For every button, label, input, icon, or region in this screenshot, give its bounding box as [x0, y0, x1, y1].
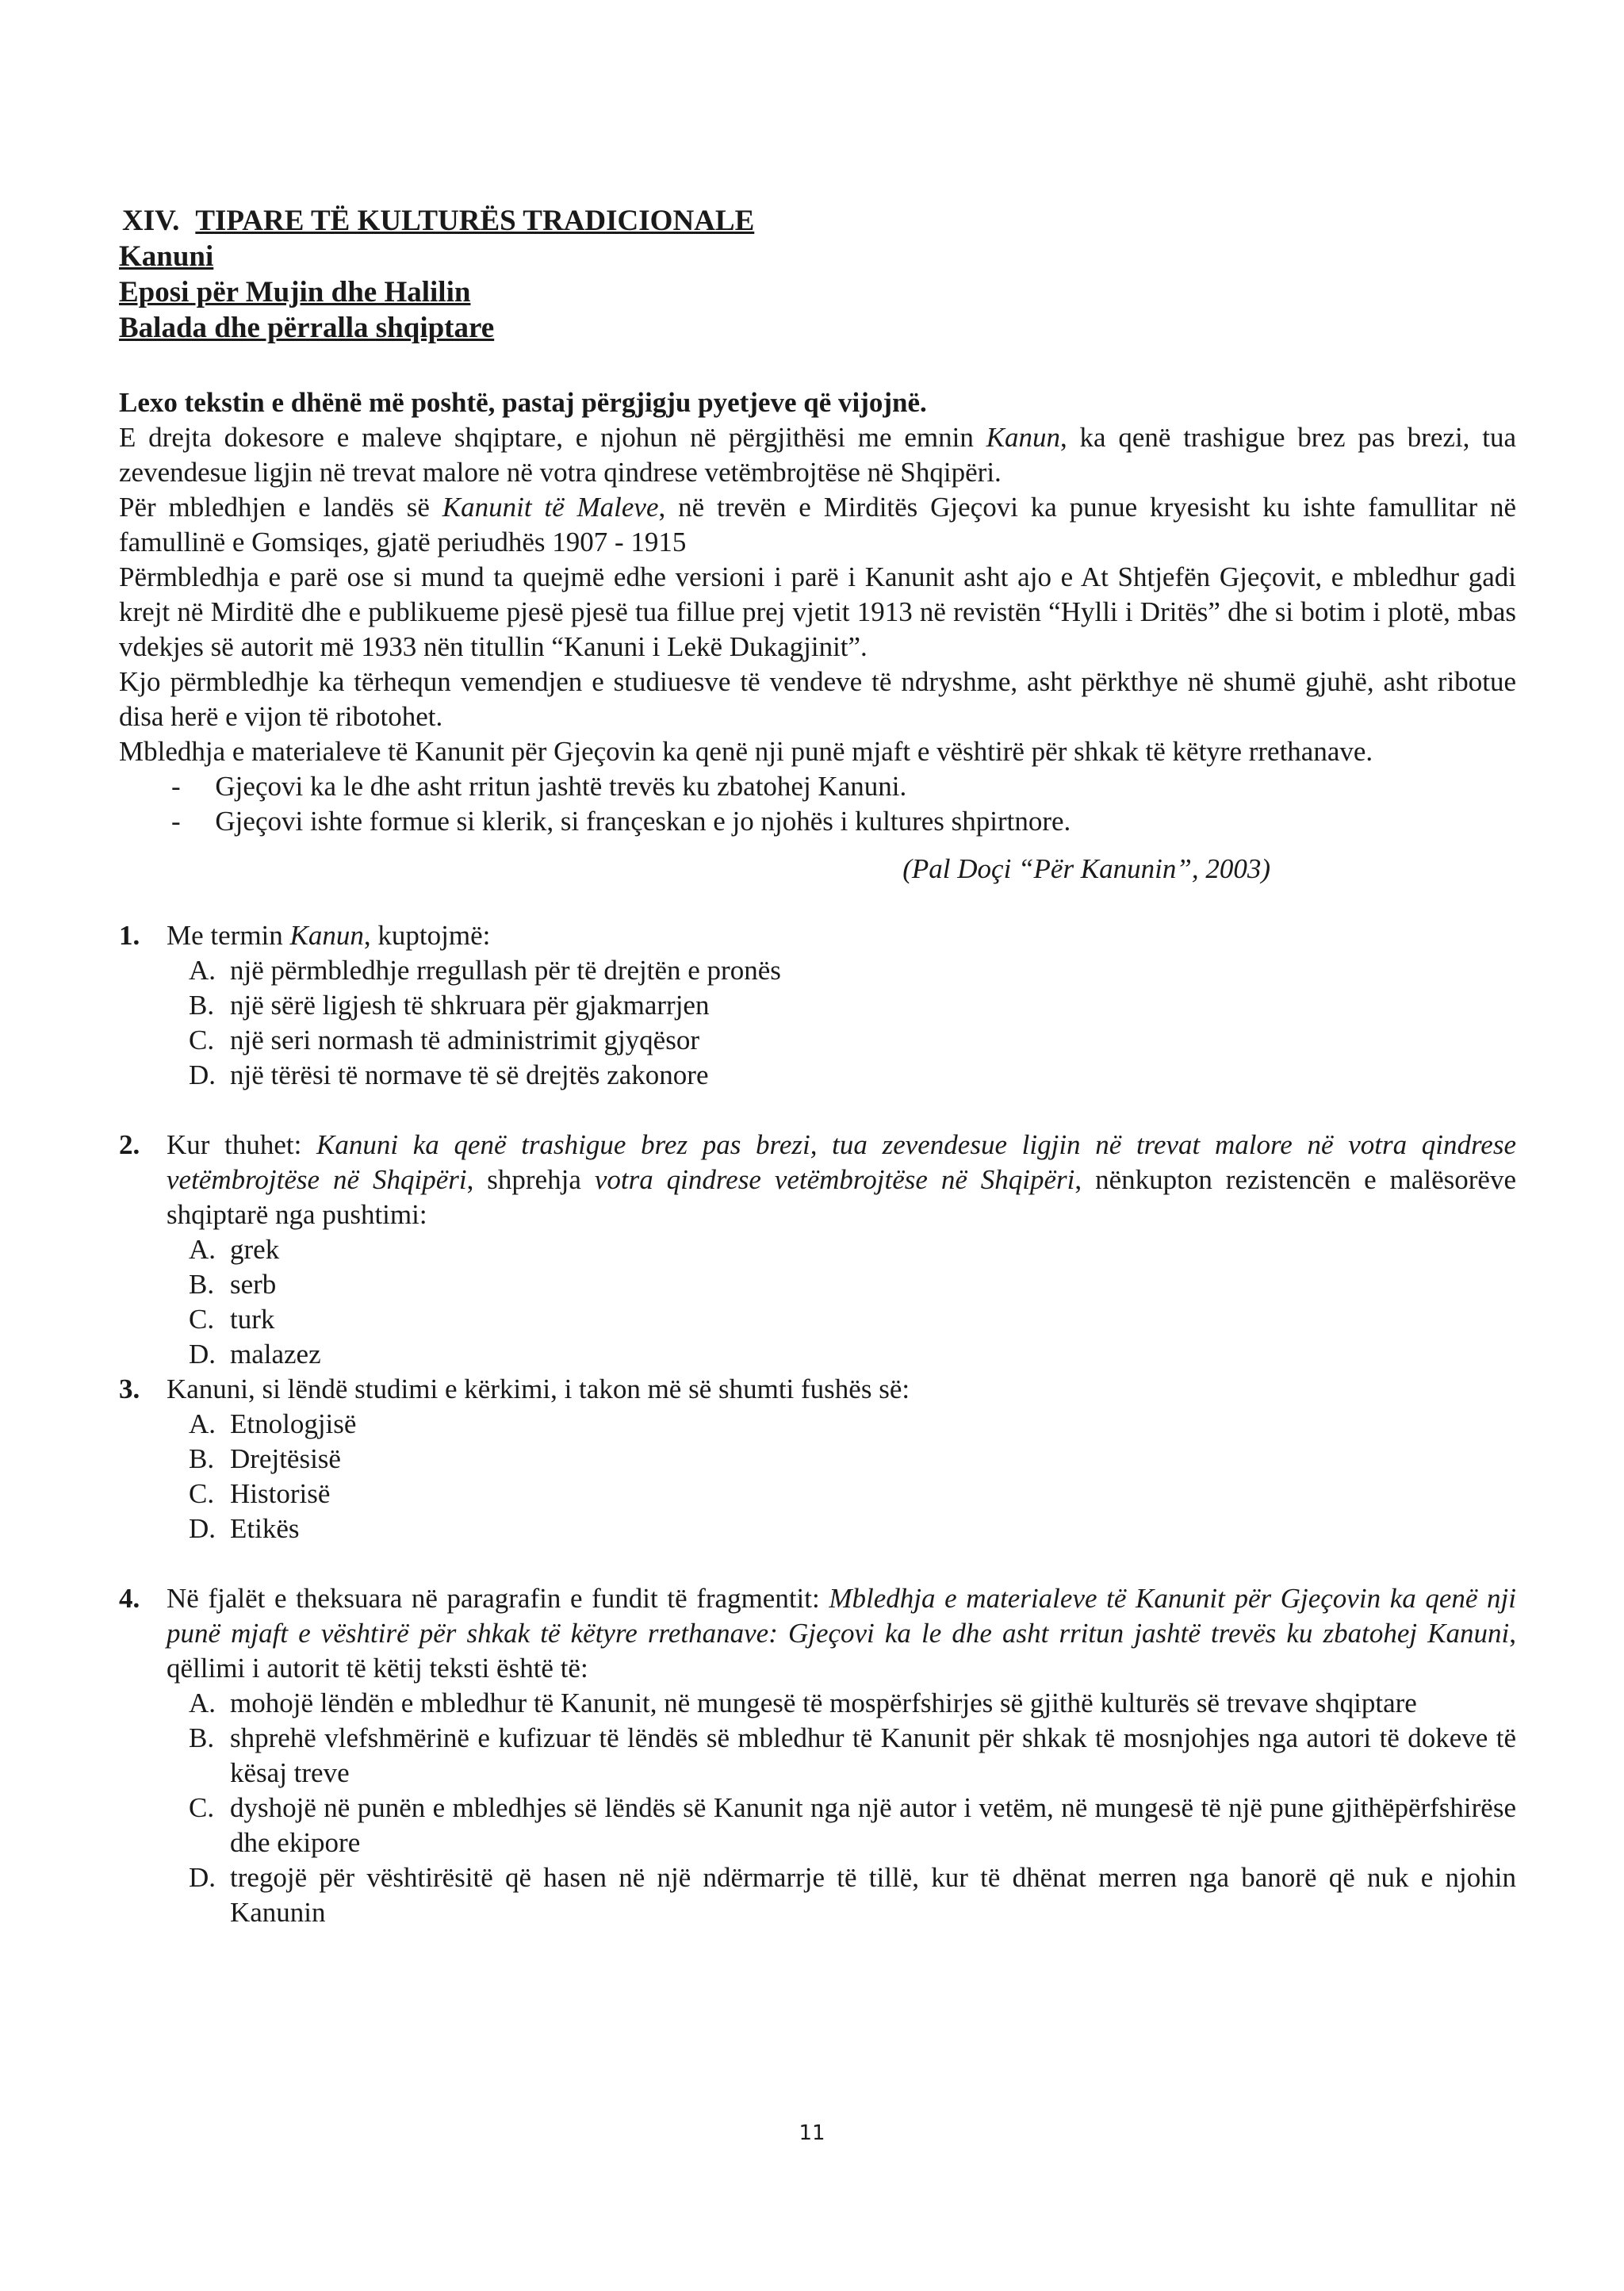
- question-text-part: , qëllimi i autorit të këtij teksti është të:: [167, 1618, 1516, 1684]
- option-text: Drejtësisë: [230, 1443, 341, 1474]
- option-c[interactable]: [189, 1023, 1516, 1058]
- passage-source: (Pal Doçi “Për Kanunin”, 2003): [902, 853, 1270, 884]
- passage-emphasis: Kanunit të Maleve: [442, 492, 659, 523]
- passage-emphasis: Kanun: [986, 422, 1060, 453]
- question-emphasis: Mbledhja e materialeve të Kanunit për Gjeçovin ka qenë nji punë mjaft e vështirë për shkak të këtyre rrethanave: Gjeçovi ka le dhe asht rritun jashtë trevës ku zbatohej Kanuni: [167, 1583, 1517, 1649]
- passage-text: Për mbledhjen e landës së: [119, 492, 442, 523]
- option-text: turk: [230, 1304, 275, 1335]
- option-b[interactable]: [189, 1721, 1516, 1791]
- question-text: Kanuni, si lëndë studimi e kërkimi, i takon më së shumti fushës së:: [167, 1373, 910, 1404]
- page-number: 11: [799, 2121, 825, 2145]
- question-4-options: [119, 1686, 1516, 1930]
- question-4: [119, 1581, 1516, 1686]
- option-text: një sërë ligjesh të shkruara për gjakmarrjen: [230, 990, 710, 1021]
- dash-marker: -: [171, 771, 181, 802]
- option-text: një përmbledhje rregullash për të drejtën e pronës: [230, 955, 781, 986]
- passage-paragraph-1: [119, 420, 1516, 490]
- option-b[interactable]: [189, 1267, 1516, 1302]
- option-a[interactable]: [189, 953, 1516, 988]
- question-text-part: Me termin: [167, 920, 290, 951]
- passage-dash-item-2: [119, 804, 1516, 839]
- question-number: 2.: [119, 1129, 140, 1160]
- option-letter: A.: [189, 1234, 216, 1265]
- question-3-options: [119, 1407, 1516, 1546]
- option-d[interactable]: [189, 1337, 1516, 1372]
- dash-marker: -: [171, 806, 181, 837]
- passage-text: , ka qenë trashigue brez pas brezi, tua zevendesue ligjin në trevat malore në votra qindrese vetëmbrojtëse në Shqipëri.: [119, 422, 1516, 488]
- option-text: një seri normash të administrimit gjyqësor: [230, 1025, 699, 1055]
- option-a[interactable]: [189, 1232, 1516, 1267]
- question-text-part: , kuptojmë:: [363, 920, 491, 951]
- question-text-part: Kur thuhet:: [167, 1129, 316, 1160]
- option-text: një tërësi të normave të së drejtës zakonore: [230, 1059, 709, 1090]
- option-letter: B.: [189, 1443, 215, 1474]
- question-1-options: [119, 953, 1516, 1093]
- option-letter: D.: [189, 1339, 216, 1370]
- option-letter: B.: [189, 990, 215, 1021]
- option-letter: D.: [189, 1059, 216, 1090]
- option-text: grek: [230, 1234, 280, 1265]
- question-1: [119, 918, 1516, 953]
- option-letter: A.: [189, 955, 216, 986]
- dash-text: Gjeçovi ishte formue si klerik, si françeskan e jo njohës i kultures shpirtnore.: [215, 806, 1071, 837]
- option-d[interactable]: [189, 1058, 1516, 1093]
- question-emphasis: Kanun: [289, 920, 364, 951]
- option-text: Etikës: [230, 1513, 300, 1544]
- option-b[interactable]: [189, 988, 1516, 1023]
- option-letter: D.: [189, 1513, 216, 1544]
- option-letter: B.: [189, 1722, 215, 1753]
- passage-paragraph-3: Përmbledhja e parë ose si mund ta quejmë edhe versioni i parë i Kanunit asht ajo e At Shtjefën Gjeçovit, e mbledhur gadi krejt në Mirditë dhe e publikueme pjesë pjesë tua fillue prej vjetit 1913 në revistën “Hylli i Dritës” dhe si botim i plotë, mbas vdekjes së autorit më 1933 nën titullin “Kanuni i Lekë Dukagjinit”.: [119, 561, 1516, 662]
- instruction: Lexo tekstin e dhënë më poshtë, pastaj përgjigju pyetjeve që vijojnë.: [119, 387, 927, 418]
- question-emphasis: votra qindrese vetëmbrojtëse në Shqipëri: [594, 1164, 1075, 1195]
- option-c[interactable]: [189, 1791, 1516, 1860]
- option-text: dyshojë në punën e mbledhjes së lëndës së Kanunit nga një autor i vetëm, në mungesë të një pune gjithëpërfshirëse dhe ekipore: [230, 1792, 1516, 1858]
- option-d[interactable]: [189, 1511, 1516, 1546]
- option-text: serb: [230, 1269, 277, 1300]
- option-letter: C.: [189, 1792, 215, 1823]
- question-2: [119, 1128, 1516, 1232]
- option-d[interactable]: [189, 1860, 1516, 1930]
- passage-paragraph-4: Kjo përmbledhje ka tërhequn vemendjen e studiuesve të vendeve të ndryshme, asht përkthye në shumë gjuhë, asht ribotue disa herë e vijon të ribotohet.: [119, 666, 1516, 732]
- option-a[interactable]: [189, 1686, 1516, 1721]
- option-text: shprehë vlefshmërinë e kufizuar të lëndës së mbledhur të Kanunit për shkak të mosnjohjes nga autori të dokeve të kësaj treve: [230, 1722, 1516, 1788]
- page-content: [119, 203, 1516, 1930]
- passage-text: , në trevën e Mirditës Gjeçovi ka punue kryesisht ku ishte famullitar në famullinë e Gomsiqes, gjatë periudhës 1907 - 1915: [119, 492, 1516, 557]
- question-number: 4.: [119, 1583, 140, 1614]
- passage-paragraph-5: Mbledhja e materialeve të Kanunit për Gjeçovin ka qenë nji punë mjaft e vështirë për shkak të këtyre rrethanave.: [119, 736, 1373, 767]
- question-text-part: , shprehja: [466, 1164, 595, 1195]
- question-text-part: , nënkupton rezistencën e malësorëve shqiptarë nga pushtimi:: [167, 1164, 1516, 1230]
- option-a[interactable]: [189, 1407, 1516, 1442]
- question-text: [167, 918, 1516, 953]
- subtitle-eposi: Eposi për Mujin dhe Halilin: [119, 276, 471, 308]
- option-c[interactable]: [189, 1477, 1516, 1511]
- dash-text: Gjeçovi ka le dhe asht rritun jashtë trevës ku zbatohej Kanuni.: [215, 771, 907, 802]
- option-letter: A.: [189, 1408, 216, 1439]
- option-text: mohojë lëndën e mbledhur të Kanunit, në mungesë të mospërfshirjes së gjithë kulturës së trevave shqiptare: [230, 1688, 1417, 1718]
- question-2-options: [119, 1232, 1516, 1372]
- question-text-part: Në fjalët e theksuara në paragrafin e fundit të fragmentit:: [167, 1583, 829, 1614]
- question-number: 3.: [119, 1373, 140, 1404]
- question-text: [167, 1581, 1516, 1686]
- option-letter: C.: [189, 1478, 215, 1509]
- question-3: [119, 1372, 1516, 1407]
- section-number: XIV.: [122, 205, 180, 237]
- option-letter: C.: [189, 1025, 215, 1055]
- option-letter: D.: [189, 1862, 216, 1893]
- option-b[interactable]: [189, 1442, 1516, 1477]
- question-text: [167, 1128, 1516, 1232]
- section-title: TIPARE TË KULTURËS TRADICIONALE: [195, 205, 755, 237]
- option-text: Etnologjisë: [230, 1408, 357, 1439]
- option-c[interactable]: [189, 1302, 1516, 1337]
- subtitle-balada: Balada dhe përralla shqiptare: [119, 312, 495, 344]
- option-letter: A.: [189, 1688, 216, 1718]
- section-heading: [122, 203, 1516, 239]
- option-letter: B.: [189, 1269, 215, 1300]
- passage-dash-item-1: [119, 769, 1516, 804]
- option-text: Historisë: [230, 1478, 331, 1509]
- question-emphasis: Kanuni ka qenë trashigue brez pas brezi, tua zevendesue ligjin në trevat malore në votra qindrese vetëmbrojtëse në Shqipëri: [167, 1129, 1516, 1195]
- option-text: tregojë për vështirësitë që hasen në një ndërmarrje të tillë, kur të dhënat merren nga banorë që nuk e njohin Kanunin: [230, 1862, 1516, 1928]
- passage-text: E drejta dokesore e maleve shqiptare, e njohun në përgjithësi me emnin: [119, 422, 986, 453]
- option-letter: C.: [189, 1304, 215, 1335]
- passage-paragraph-2: [119, 490, 1516, 560]
- option-text: malazez: [230, 1339, 321, 1370]
- question-number: 1.: [119, 920, 140, 951]
- subtitle-kanuni: Kanuni: [119, 240, 214, 273]
